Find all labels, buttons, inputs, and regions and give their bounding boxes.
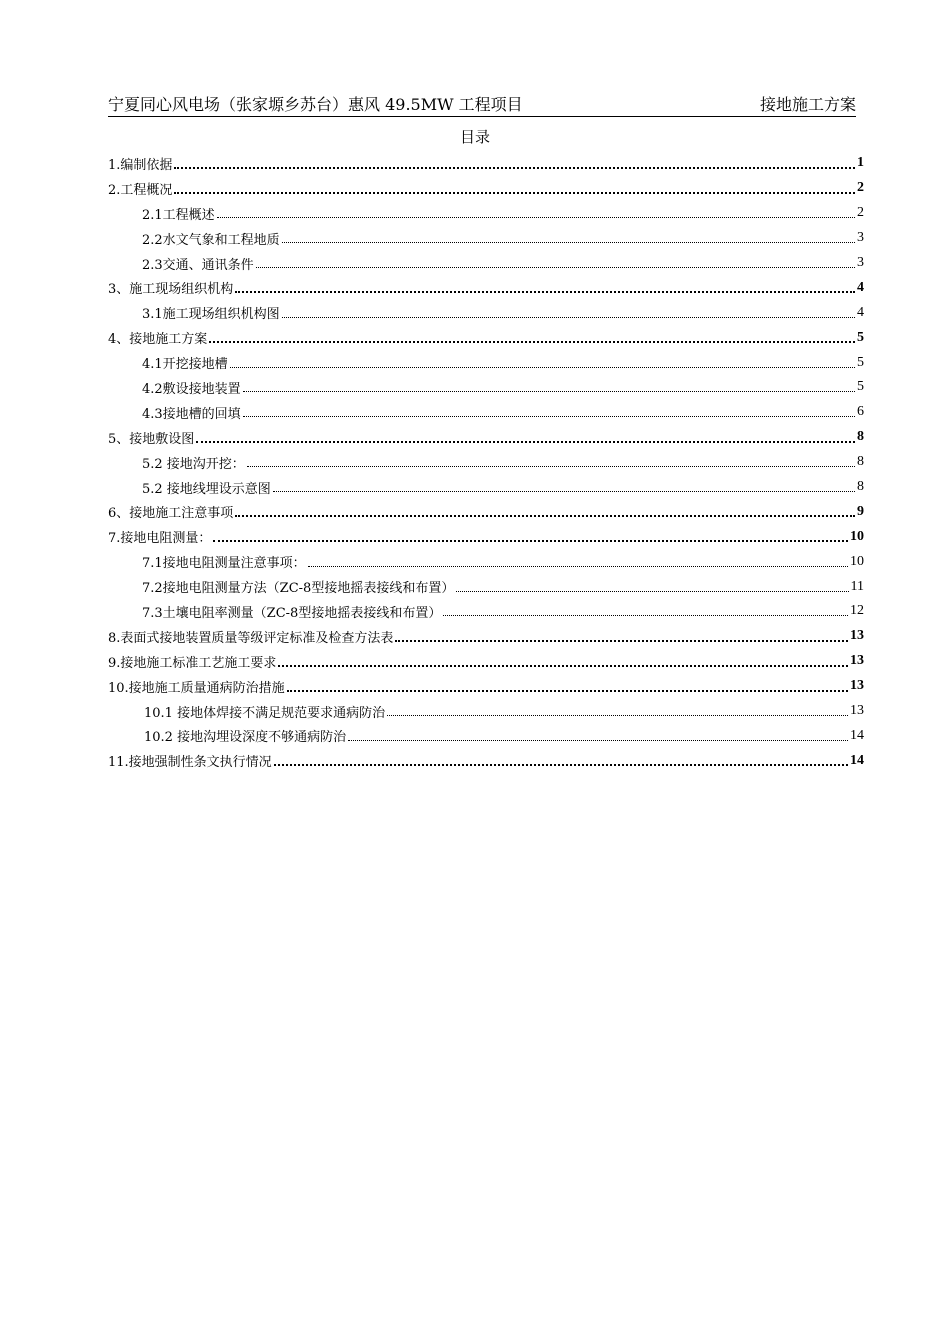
toc-entry[interactable] [108,649,864,674]
toc-entry[interactable] [108,674,864,699]
toc-entry[interactable] [108,251,864,276]
toc-dot-leader [348,739,848,741]
toc-dot-leader [213,539,848,542]
toc-entry-page-number: 11 [850,578,864,594]
toc-dot-leader [243,390,855,392]
table-of-contents [108,151,864,773]
toc-dot-leader [256,266,855,268]
toc-entry[interactable] [108,350,864,375]
toc-entry-label: 5.2 接地线埋设示意图 [142,481,271,497]
toc-dot-leader [235,290,855,293]
toc-entry-page-number: 4 [857,279,864,295]
toc-dot-leader [278,664,848,667]
toc-entry-label: 2.工程概况 [108,182,173,198]
toc-entry-page-number: 10 [850,528,864,544]
toc-entry[interactable] [108,574,864,599]
toc-entry-page-number: 6 [857,404,864,420]
toc-entry-label: 7.1接地电阻测量注意事项： [142,556,306,572]
toc-entry-label: 4.2敷设接地装置 [142,381,241,397]
toc-entry-label: 10.接地施工质量通病防治措施 [108,680,285,696]
toc-entry-label: 5、接地敷设图 [108,431,195,447]
toc-dot-leader [287,689,848,692]
toc-dot-leader [235,514,855,517]
toc-entry[interactable] [108,450,864,475]
toc-entry[interactable] [108,699,864,724]
toc-entry[interactable] [108,275,864,300]
toc-entry[interactable] [108,226,864,251]
toc-dot-leader [243,415,855,417]
toc-entry-page-number: 8 [857,429,864,445]
toc-title: 目录 [459,128,490,146]
toc-entry-page-number: 1 [857,155,864,171]
toc-entry-label: 11.接地强制性条文执行情况 [108,755,272,771]
toc-entry-label: 9.接地施工标准工艺施工要求 [108,655,277,671]
toc-entry-label: 5.2 接地沟开挖： [142,456,245,472]
toc-entry[interactable] [108,176,864,201]
toc-entry-label: 10.1 接地体焊接不满足规范要求通病防治 [144,705,386,721]
toc-entry-page-number: 13 [850,653,864,669]
toc-entry-page-number: 3 [857,230,864,246]
toc-dot-leader [395,639,848,642]
toc-entry[interactable] [108,475,864,500]
toc-entry-label: 7.2接地电阻测量方法（ZC-8型接地摇表接线和布置） [142,581,455,597]
toc-dot-leader [217,216,855,218]
header-project-title: 宁夏同心风电场（张家塬乡苏台）惠风 49.5MW 工程项目 [108,95,523,114]
toc-entry-label: 3、施工现场组织机构 [108,282,234,298]
toc-entry-label: 4、接地施工方案 [108,332,208,348]
toc-entry-label: 6、接地施工注意事项 [108,506,234,522]
toc-entry-label: 2.2水文气象和工程地质 [142,232,280,248]
toc-entry[interactable] [108,723,864,748]
toc-dot-leader [282,316,855,318]
toc-entry[interactable] [108,524,864,549]
toc-entry-page-number: 2 [857,205,864,221]
toc-dot-leader [174,191,855,194]
toc-entry-page-number: 14 [850,727,864,743]
toc-dot-leader [273,490,855,492]
toc-entry[interactable] [108,151,864,176]
toc-entry-page-number: 13 [850,628,864,644]
toc-entry-page-number: 9 [857,503,864,519]
toc-entry-label: 2.1工程概述 [142,207,215,223]
toc-entry-page-number: 5 [857,379,864,395]
toc-entry-page-number: 8 [857,479,864,495]
toc-entry-page-number: 14 [850,752,864,768]
toc-entry-page-number: 10 [850,553,864,569]
toc-entry[interactable] [108,375,864,400]
toc-entry-label: 7.接地电阻测量： [108,531,212,547]
toc-dot-leader [196,440,855,443]
toc-dot-leader [209,340,855,343]
toc-dot-leader [247,465,855,467]
toc-entry-page-number: 13 [850,703,864,719]
toc-entry[interactable] [108,400,864,425]
toc-dot-leader [282,241,855,243]
toc-entry-label: 7.3土壤电阻率测量（ZC-8型接地摇表接线和布置） [142,605,442,621]
toc-entry-page-number: 4 [857,304,864,320]
toc-entry-label: 10.2 接地沟埋设深度不够通病防治 [144,730,347,746]
toc-dot-leader [387,714,848,716]
toc-entry-page-number: 5 [857,329,864,345]
toc-entry-label: 1.编制依据 [108,157,173,173]
toc-entry[interactable] [108,201,864,226]
toc-entry-label: 8.表面式接地装置质量等级评定标准及检查方法表 [108,630,394,646]
toc-entry[interactable] [108,499,864,524]
toc-dot-leader [308,565,848,567]
toc-entry-label: 2.3交通、通讯条件 [142,257,254,273]
toc-dot-leader [443,614,848,616]
toc-entry-page-number: 12 [850,603,864,619]
toc-entry-label: 3.1施工现场组织机构图 [142,307,280,323]
toc-entry-page-number: 3 [857,255,864,270]
toc-dot-leader [174,166,855,169]
toc-entry-label: 4.1开挖接地槽 [142,357,228,373]
toc-entry[interactable] [108,748,864,773]
toc-entry[interactable] [108,599,864,624]
toc-entry-page-number: 5 [857,354,864,370]
toc-dot-leader [274,763,848,766]
toc-entry-label: 4.3接地槽的回填 [142,406,241,422]
toc-entry-page-number: 2 [857,180,864,196]
toc-entry[interactable] [108,425,864,450]
page-header [108,92,856,117]
toc-dot-leader [456,590,848,592]
toc-entry-page-number: 13 [850,678,864,694]
toc-entry[interactable] [108,325,864,350]
toc-dot-leader [230,366,855,368]
toc-entry[interactable] [108,549,864,574]
toc-entry[interactable] [108,300,864,325]
header-document-title: 接地施工方案 [759,95,856,114]
toc-entry[interactable] [108,624,864,649]
toc-entry-page-number: 8 [857,454,864,470]
